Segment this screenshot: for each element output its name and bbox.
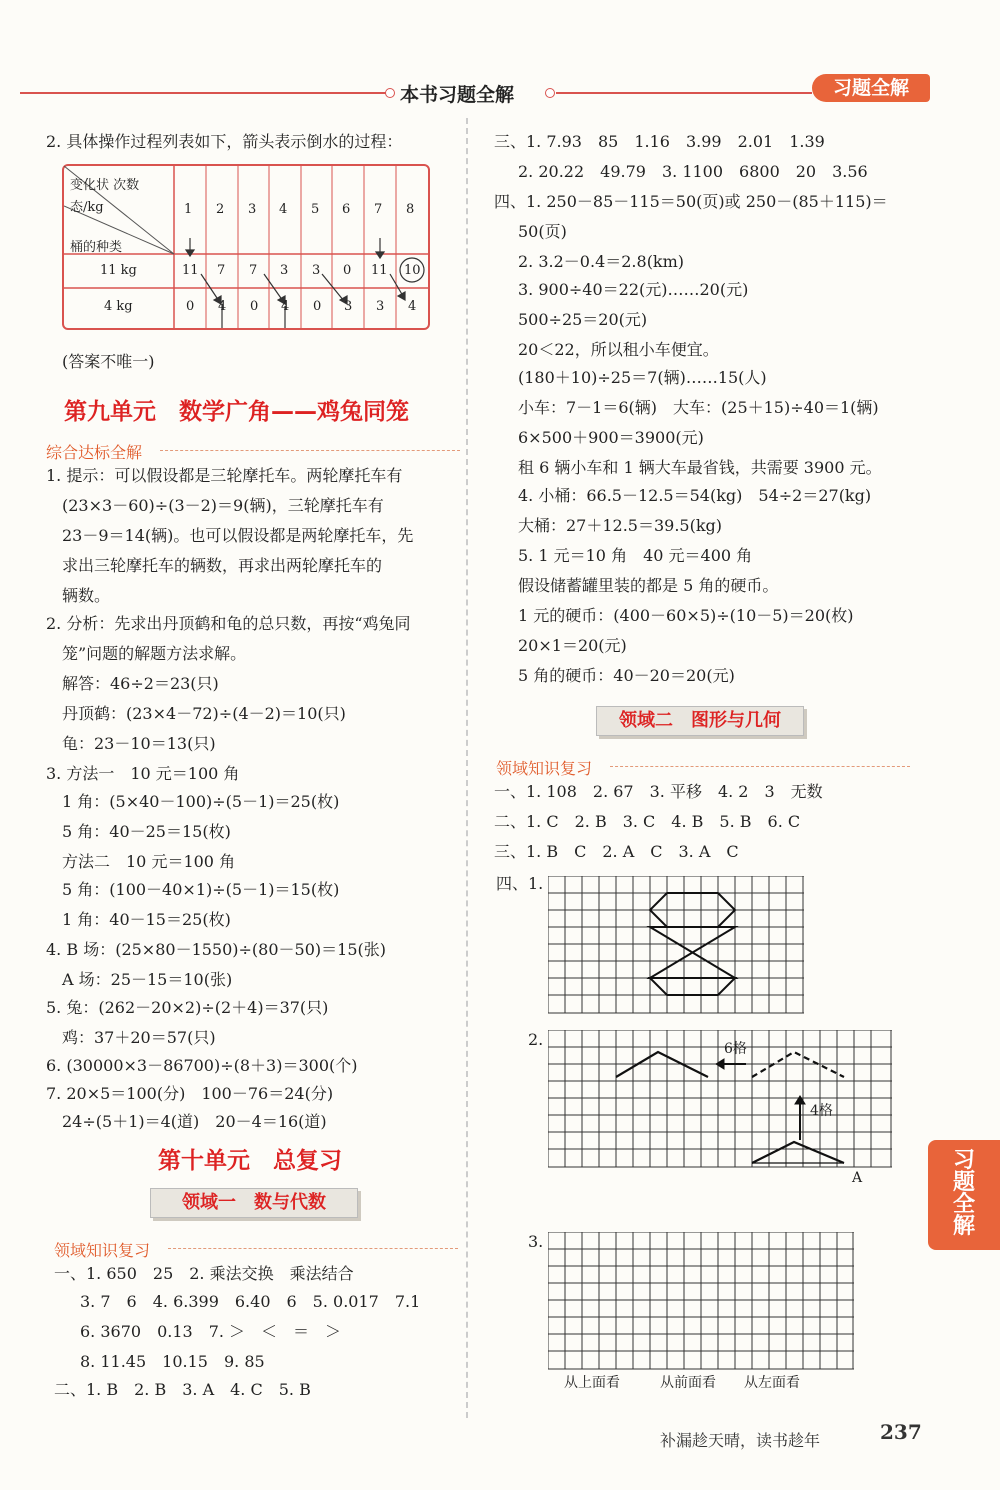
side-tab-char: 全 — [952, 1192, 975, 1217]
answer-line: 2. 分析：先求出丹顶鹤和龟的总只数，再按“鸡兔同 — [46, 614, 411, 633]
header-rule-right — [556, 92, 812, 94]
table-cell: 3 — [312, 263, 321, 278]
answer-line: 5 角：(100－40×1)÷(5－1)＝15(枚) — [62, 880, 340, 899]
table-cell: 3 — [376, 299, 385, 314]
move-6-label: 6格 — [724, 1041, 747, 1057]
move-4-label: 4格 — [810, 1103, 833, 1119]
q3-fig-label: 3. — [528, 1232, 544, 1251]
grid-figure-2 — [548, 1030, 892, 1168]
table-step: 3 — [248, 202, 257, 217]
table-step: 1 — [184, 202, 193, 217]
domain1-box: 领域一 数与代数 — [150, 1188, 358, 1218]
answer-line: (180＋10)÷25＝7(辆)……15(人) — [518, 368, 767, 387]
answer-line: 5 角的硬币：40－20＝20(元) — [518, 666, 735, 685]
answer-line: 三、1. 7.93 85 1.16 3.99 2.01 1.39 — [494, 132, 825, 151]
answer-line: 求出三轮摩托车的辆数，再求出两轮摩托车的 — [62, 556, 383, 575]
section-rule — [168, 1248, 458, 1250]
table-step: 6 — [342, 202, 351, 217]
answer-line: 3. 900÷40＝22(元)……20(元) — [518, 280, 749, 299]
section-label: 领域知识复习 — [54, 1241, 151, 1260]
answer-line: 4. 小桶：66.5－12.5＝54(kg) 54÷2＝27(kg) — [518, 486, 872, 505]
section-rule — [610, 766, 910, 768]
answer-line: 方法二 10 元＝100 角 — [62, 852, 236, 871]
answer-line: 24÷(5＋1)＝4(道) 20－4＝16(道) — [62, 1112, 327, 1131]
answer-line: 6. 3670 0.13 7. ＞ ＜ ＝ ＞ — [80, 1322, 342, 1341]
table-corner-bottom: 桶的种类 — [70, 240, 123, 255]
table-cell: 0 — [313, 299, 322, 314]
answer-line: 1 元的硬币：(400－60×5)÷(10－5)＝20(枚) — [518, 606, 854, 625]
table-cell: 4 — [281, 299, 290, 314]
answer-line: 6. (30000×3－86700)÷(8＋3)＝300(个) — [46, 1056, 358, 1075]
section-label: 领域知识复习 — [496, 759, 593, 778]
answer-line: 笼”问题的解题方法求解。 — [62, 644, 247, 663]
answer-line: 8. 11.45 10.15 9. 85 — [80, 1352, 265, 1371]
answer-line: 7. 20×5＝100(分) 100－76＝24(分) — [46, 1084, 334, 1103]
table-step: 7 — [374, 202, 383, 217]
answer-line: 假设储蓄罐里装的都是 5 角的硬币。 — [518, 576, 779, 595]
answer-line: 四、1. 250－85－115＝50(页)或 250－(85＋115)＝ — [494, 192, 888, 211]
answer-line: 小车：7－1＝6(辆) 大车：(25＋15)÷40＝1(辆) — [518, 398, 879, 417]
domain2-box: 领域二 图形与几何 — [596, 706, 804, 736]
unit9-title: 第九单元 数学广角——鸡兔同笼 — [64, 399, 409, 425]
answer-line: 租 6 辆小车和 1 辆大车最省钱，共需要 3900 元。 — [518, 458, 882, 477]
answer-line: 解答：46÷2＝23(只) — [62, 674, 219, 693]
answer-line: 3. 7 6 4. 6.399 6.40 6 5. 0.017 7.1 — [80, 1292, 421, 1311]
table-corner-top: 变化状 次数 — [70, 178, 140, 193]
answer-line: 二、1. B 2. B 3. A 4. C 5. B — [54, 1380, 311, 1399]
answer-line: 1 角：(5×40－100)÷(5－1)＝25(枚) — [62, 792, 340, 811]
table-row-label: 11 kg — [100, 263, 137, 278]
unit10-title: 第十单元 总复习 — [158, 1148, 342, 1174]
table-row-label: 4 kg — [104, 299, 133, 314]
side-tab-char: 解 — [952, 1214, 975, 1239]
section-label: 综合达标全解 — [46, 443, 143, 462]
view-front-caption: 从前面看 — [660, 1375, 716, 1391]
answer-line: 一、1. 650 25 2. 乘法交换 乘法结合 — [54, 1264, 354, 1283]
answer-line: 2. 20.22 49.79 3. 1100 6800 20 3.56 — [518, 162, 868, 181]
q4-label: 四、1. — [496, 874, 544, 893]
view-top-caption: 从上面看 — [564, 1375, 620, 1391]
table-cell: 3 — [344, 299, 353, 314]
q2-fig-label: 2. — [528, 1030, 544, 1049]
answer-line: A 场：25－15＝10(张) — [62, 970, 233, 989]
table-cell: 4 — [218, 299, 227, 314]
answer-line: 龟：23－10＝13(只) — [62, 734, 216, 753]
table-cell: 4 — [408, 299, 417, 314]
answer-line: 6×500＋900＝3900(元) — [518, 428, 704, 447]
answer-line: 3. 方法一 10 元＝100 角 — [46, 764, 240, 783]
table-step: 8 — [406, 202, 415, 217]
answer-line: 1. 提示：可以假设都是三轮摩托车。两轮摩托车有 — [46, 466, 403, 485]
section-rule — [160, 450, 460, 452]
answer-line: 丹顶鹤：(23×4－72)÷(4－2)＝10(只) — [62, 704, 346, 723]
table-cell: 11 — [371, 263, 388, 278]
column-divider — [466, 118, 468, 1418]
answer-line: (23×3－60)÷(3－2)＝9(辆)，三轮摩托车有 — [62, 496, 384, 515]
answer-line: 一、1. 108 2. 67 3. 平移 4. 2 3 无数 — [494, 782, 823, 801]
answer-line: 1 角：40－15＝25(枚) — [62, 910, 231, 929]
table-cell: 0 — [250, 299, 259, 314]
table-step: 2 — [216, 202, 225, 217]
answer-line: 三、1. B C 2. A C 3. A C — [494, 842, 739, 861]
answer-line: 20×1＝20(元) — [518, 636, 627, 655]
page-number: 237 — [880, 1420, 922, 1444]
table-cell: 3 — [280, 263, 289, 278]
bucket-table — [62, 164, 430, 330]
table-step: 5 — [311, 202, 320, 217]
header-dot-right — [545, 88, 555, 98]
answer-line: 50(页) — [518, 222, 567, 241]
answer-line: 5. 兔：(262－20×2)÷(2＋4)＝37(只) — [46, 998, 329, 1017]
table-cell: 10 — [404, 263, 421, 278]
table-cell: 7 — [217, 263, 226, 278]
header-dot-left — [385, 88, 395, 98]
grid-figure-3 — [548, 1232, 854, 1370]
side-tab-char: 题 — [952, 1170, 975, 1195]
answer-line: 23－9＝14(辆)。也可以假设都是两轮摩托车，先 — [62, 526, 414, 545]
grid-figure-1 — [548, 876, 804, 1014]
answer-line: 500÷25＝20(元) — [518, 310, 648, 329]
view-left-caption: 从左面看 — [744, 1375, 800, 1391]
answer-line: 5. 1 元＝10 角 40 元＝400 角 — [518, 546, 753, 565]
point-a-label: A — [852, 1170, 863, 1186]
answer-line: 20＜22，所以租小车便宜。 — [518, 340, 719, 359]
answer-line: 二、1. C 2. B 3. C 4. B 5. B 6. C — [494, 812, 801, 831]
answer-line: 2. 3.2－0.4＝2.8(km) — [518, 252, 685, 271]
side-tab — [928, 1140, 1000, 1250]
pour-arrows — [186, 238, 405, 328]
q2-intro: 2. 具体操作过程列表如下，箭头表示倒水的过程： — [46, 132, 403, 151]
answer-line: 大桶：27＋12.5＝39.5(kg) — [518, 516, 723, 535]
table-step: 4 — [279, 202, 288, 217]
header-rule-left — [20, 92, 388, 94]
answer-line: 辆数。 — [62, 586, 111, 605]
footer-slogan: 补漏趁天晴，读书趁年 — [660, 1431, 821, 1450]
table-corner-mid: 态/kg — [70, 200, 104, 215]
header-title: 本书习题全解 — [400, 84, 515, 106]
table-cell: 0 — [186, 299, 195, 314]
side-tab-char: 习 — [952, 1148, 975, 1173]
answer-line: 5 角：40－25＝15(枚) — [62, 822, 231, 841]
q2-note: (答案不唯一) — [62, 352, 155, 371]
table-cell: 0 — [343, 263, 352, 278]
header-badge: 习题全解 — [812, 74, 930, 102]
table-cell: 7 — [249, 263, 258, 278]
answer-line: 4. B 场：(25×80－1550)÷(80－50)＝15(张) — [46, 940, 386, 959]
answer-line: 鸡：37＋20＝57(只) — [62, 1028, 216, 1047]
table-cell: 11 — [182, 263, 199, 278]
